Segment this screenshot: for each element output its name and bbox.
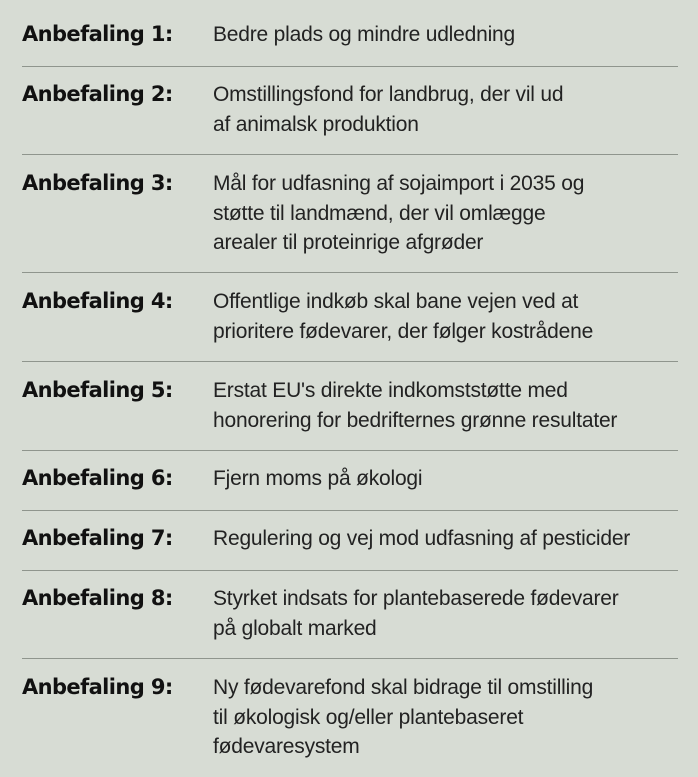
divider <box>22 361 678 362</box>
recommendation-label: Anbefaling 1: <box>22 22 173 46</box>
recommendation-label: Anbefaling 9: <box>22 675 173 699</box>
divider <box>22 450 678 451</box>
recommendation-text: Erstat EU's direkte indkomststøtte med honorering for bedrifternes grønne resultater <box>213 379 618 432</box>
recommendation-text: Offentlige indkøb skal bane vejen ved at prioritere fødevarer, der følger kostrådene <box>213 290 594 343</box>
recommendation-text: Bedre plads og mindre udledning <box>213 23 516 46</box>
recommendation-label: Anbefaling 8: <box>22 586 173 610</box>
divider <box>22 66 678 67</box>
divider <box>22 154 678 155</box>
recommendation-label: Anbefaling 3: <box>22 171 173 195</box>
recommendation-label: Anbefaling 6: <box>22 466 173 490</box>
recommendation-label: Anbefaling 4: <box>22 289 173 313</box>
recommendation-text: Ny fødevarefond skal bidrage til omstilling til økologisk og/eller plantebaseret fødevaresystem <box>213 676 594 758</box>
recommendation-text: Regulering og vej mod udfasning af pesticider <box>213 527 631 550</box>
divider <box>22 570 678 571</box>
recommendation-label: Anbefaling 7: <box>22 526 173 550</box>
recommendation-text: Mål for udfasning af sojaimport i 2035 og støtte til landmænd, der vil omlægge arealer til proteinrige afgrøder <box>213 172 585 254</box>
recommendation-text: Omstillingsfond for landbrug, der vil ud af animalsk produktion <box>213 83 564 136</box>
divider <box>22 272 678 273</box>
recommendation-label: Anbefaling 2: <box>22 82 173 106</box>
recommendation-text: Styrket indsats for plantebaserede fødevarer på globalt marked <box>213 587 619 640</box>
divider <box>22 510 678 511</box>
recommendation-label: Anbefaling 5: <box>22 378 173 402</box>
divider <box>22 658 678 659</box>
recommendation-text: Fjern moms på økologi <box>213 467 423 490</box>
